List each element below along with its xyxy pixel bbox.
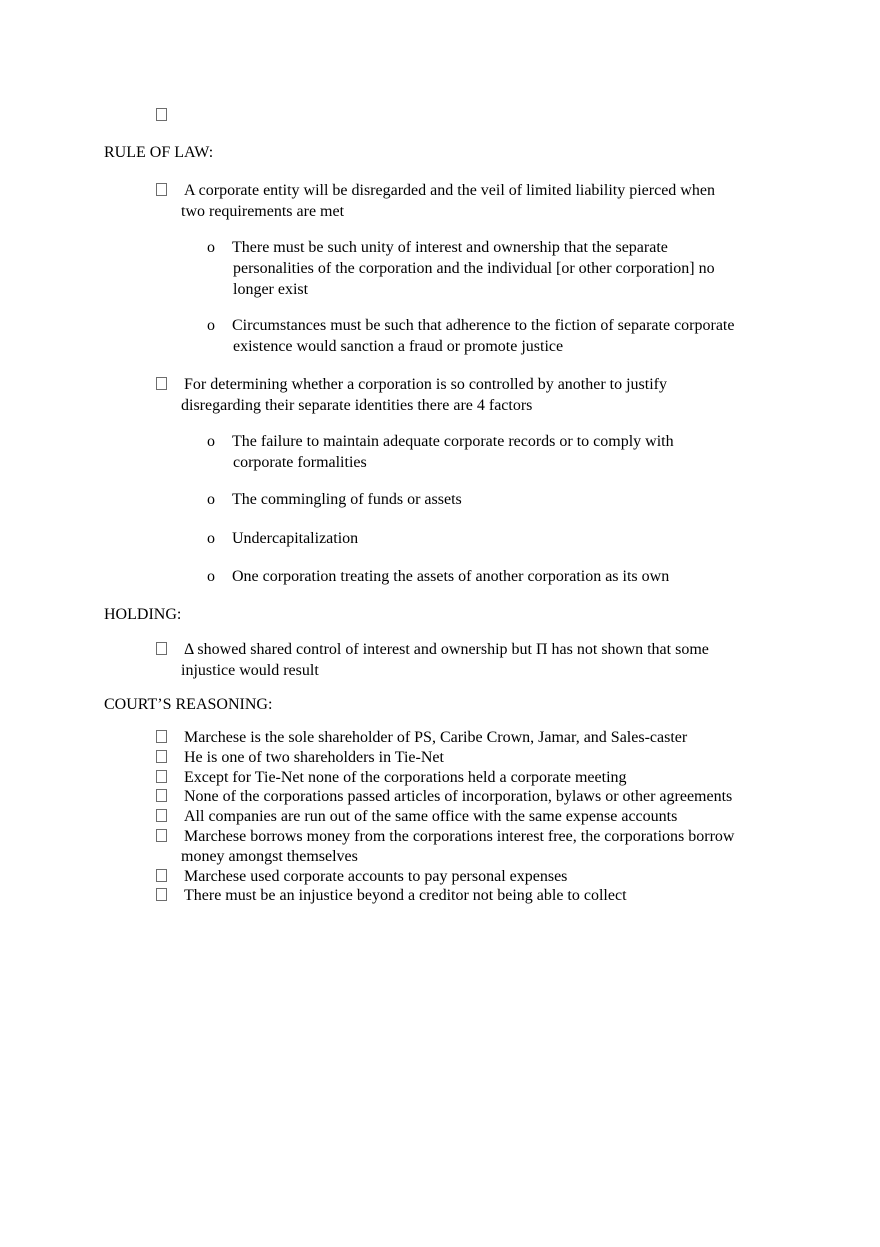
rule-item-text: A corporate entity will be disregarded and the veil of limited liability pierced when [184, 182, 715, 199]
list-item-text: There must be an injustice beyond a creditor not being able to collect [184, 887, 627, 905]
list-item-text: None of the corporations passed articles of incorporation, bylaws or other agreements [184, 788, 733, 806]
list-item [156, 827, 796, 867]
list-item-text: Marchese used corporate accounts to pay personal expenses [184, 867, 568, 885]
sub-item-text: personalities of the corporation and the individual [or other corporation] no [233, 260, 715, 277]
heading-holding: HOLDING: [104, 606, 182, 623]
list-item-text: He is one of two shareholders in Tie-Net [184, 748, 444, 766]
sub-item-text: Undercapitalization [232, 530, 359, 547]
sub-item-text: There must be such unity of interest and ownership that the separate [232, 239, 668, 256]
heading-rule-of-law: RULE OF LAW: [104, 144, 214, 161]
list-item-text: All companies are run out of the same office with the same expense accounts [184, 808, 678, 826]
sub-item-text: longer exist [233, 281, 309, 298]
sub-item-text: The failure to maintain adequate corporate records or to comply with [232, 433, 674, 450]
holding-item-text: Δ showed shared control of interest and ownership but Π has not shown that some [184, 641, 709, 658]
sub-item-text: corporate formalities [233, 454, 367, 471]
bullet-box-icon [156, 642, 167, 655]
sub-item-text: One corporation treating the assets of another corporation as its own [232, 568, 670, 585]
list-item-text: money amongst themselves [181, 847, 358, 865]
bullet-box-icon [156, 183, 167, 196]
sub-item [207, 431, 787, 473]
list-item [156, 807, 796, 827]
rule-item-text: disregarding their separate identities there are 4 factors [181, 397, 533, 414]
sub-item [207, 489, 787, 510]
list-item [156, 867, 796, 887]
sub-item [207, 237, 787, 300]
bullet-box-icon [156, 770, 167, 783]
sub-item-text: existence would sanction a fraud or promote justice [233, 338, 564, 355]
sub-bullet-marker: o [207, 317, 215, 334]
bullet-box-icon [156, 108, 167, 121]
rule-item-text: For determining whether a corporation is so controlled by another to justify [184, 376, 667, 393]
list-item [156, 728, 796, 748]
bullet-box-icon [156, 809, 167, 822]
bullet-box-icon [156, 789, 167, 802]
list-item-text: Marchese is the sole shareholder of PS, Caribe Crown, Jamar, and Sales-caster [184, 729, 688, 746]
empty-bullet-item [156, 105, 786, 126]
bullet-box-icon [156, 377, 167, 390]
sub-bullet-marker: o [207, 568, 215, 585]
heading-courts-reasoning: COURT’S REASONING: [104, 696, 273, 713]
list-item [156, 748, 796, 768]
rule-item [156, 180, 786, 222]
sub-item-text: Circumstances must be such that adherence to the fiction of separate corporate [232, 317, 735, 334]
holding-item [156, 639, 786, 681]
sub-item [207, 528, 787, 549]
sub-bullet-marker: o [207, 491, 215, 508]
bullet-box-icon [156, 869, 167, 882]
bullet-box-icon [156, 750, 167, 763]
reasoning-list [156, 728, 796, 906]
holding-item-text: injustice would result [181, 662, 319, 679]
list-item [156, 787, 796, 807]
list-item [156, 768, 796, 788]
sub-item [207, 566, 787, 587]
bullet-box-icon [156, 829, 167, 842]
sub-item-text: The commingling of funds or assets [232, 491, 462, 508]
list-item-text: Marchese borrows money from the corporations interest free, the corporations borrow [184, 827, 735, 845]
bullet-box-icon [156, 888, 167, 901]
list-item [156, 886, 796, 906]
sub-item [207, 315, 787, 357]
sub-bullet-marker: o [207, 239, 215, 256]
bullet-box-icon [156, 730, 167, 743]
rule-item-text: two requirements are met [181, 203, 345, 220]
sub-bullet-marker: o [207, 433, 215, 450]
rule-item [156, 374, 786, 416]
sub-bullet-marker: o [207, 530, 215, 547]
list-item-text: Except for Tie-Net none of the corporations held a corporate meeting [184, 768, 627, 786]
